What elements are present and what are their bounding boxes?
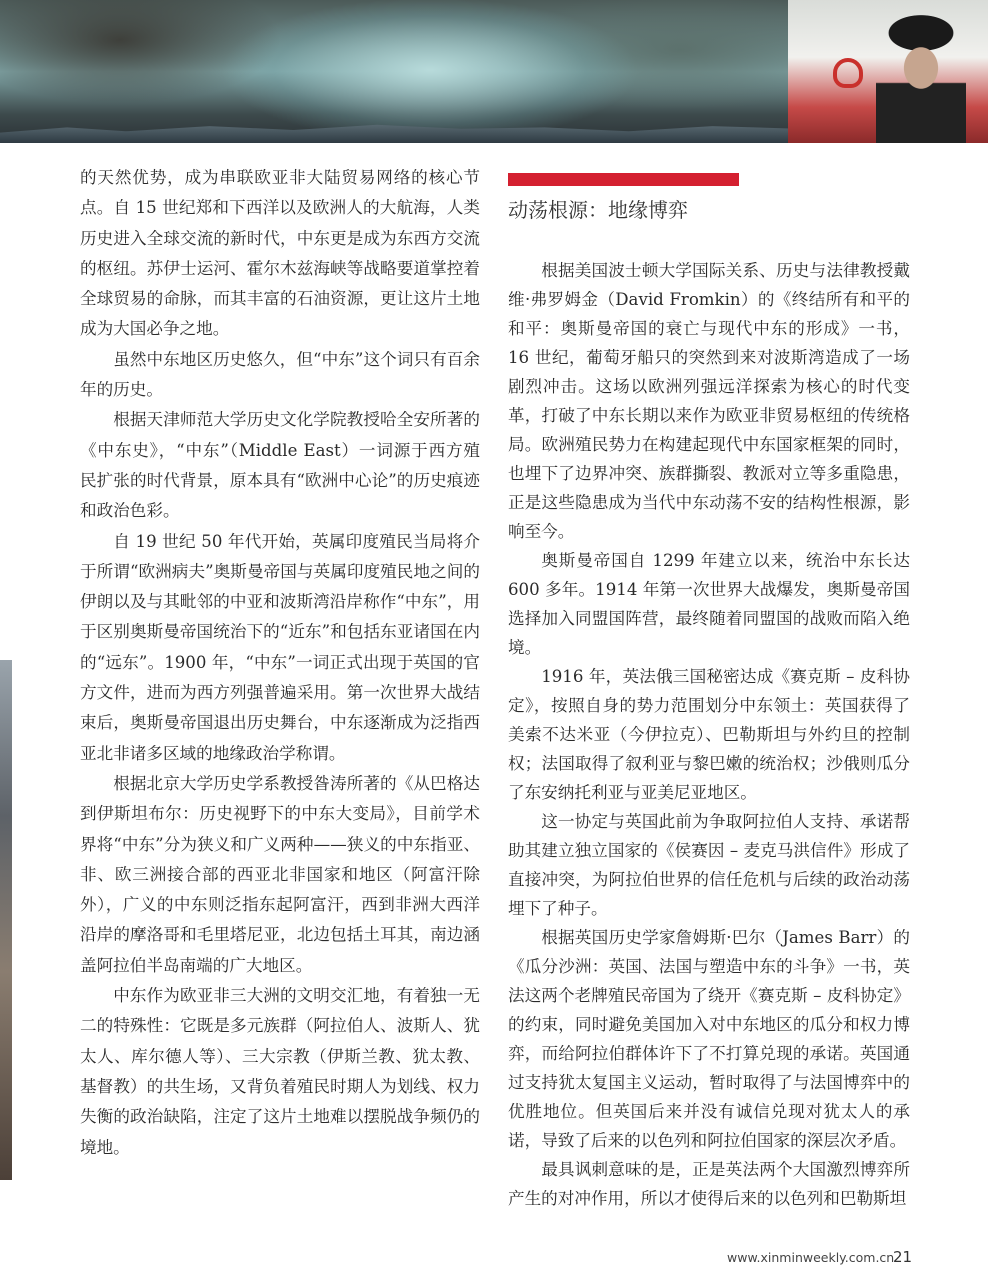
paragraph: 自 19 世纪 50 年代开始，英属印度殖民当局将介于所谓“欧洲病夫”奥斯曼帝国与英属印度殖民地之间的伊朗以及与其毗邻的中亚和波斯湾沿岸称作“中东”，用于区别奥斯曼帝国统治下的“近东”和包括东亚诸国在内的“远东”。1900 年，“中东”一词正式出现于英国的官方文件，进而为西方列强普遍采用。第一次世界大战结束后，奥斯曼帝国退出历史舞台，中东逐渐成为泛指西亚北非诸多区域的地缘政治学称谓。 (80, 531, 480, 763)
paragraph: 最具讽刺意味的是，正是英法两个大国激烈博弈所产生的对冲作用，所以才使得后来的以色列和巴勒斯坦 (508, 1160, 910, 1208)
paragraph: 这一协定与英国此前为争取阿拉伯人支持、承诺帮助其建立独立国家的《侯赛因 – 麦克马洪信件》形成了直接冲突，为阿拉伯世界的信任危机与后续的政治动荡埋下了种子。 (508, 812, 910, 918)
side-photo-strip (0, 660, 12, 1180)
header-photo (0, 0, 988, 143)
left-column (80, 163, 480, 1163)
page-number: 21 (893, 1248, 913, 1266)
paragraph: 根据美国波士顿大学国际关系、历史与法律教授戴维·弗罗姆金（David Fromkin）的《终结所有和平的和平：奥斯曼帝国的衰亡与现代中东的形成》一书，16 世纪，葡萄牙船只的突然到来对波斯湾造成了一场剧烈冲击。这场以欧洲列强远洋探索为核心的时代变革，打破了中东长期以来作为欧亚非贸易枢纽的传统格局。欧洲殖民势力在构建起现代中东国家框架的同时，也埋下了边界冲突、族群撕裂、教派对立等多重隐患，正是这些隐患成为当代中东动荡不安的结构性根源，影响至今。 (508, 261, 910, 541)
paragraph: 1916 年，英法俄三国秘密达成《赛克斯 – 皮科协定》，按照自身的势力范围划分中东领土：英国获得了美索不达米亚（今伊拉克）、巴勒斯坦与外约旦的控制权；法国取得了叙利亚与黎巴嫩的统治权；沙俄则瓜分了东安纳托利亚与亚美尼亚地区。 (508, 667, 910, 802)
city-skyline (0, 117, 838, 143)
paragraph: 根据天津师范大学历史文化学院教授哈全安所著的《中东史》，“中东”（Middle East）一词源于西方殖民扩张的时代背景，原本具有“欧洲中心论”的历史痕迹和政治色彩。 (80, 410, 480, 521)
paragraph: 的天然优势，成为串联欧亚非大陆贸易网络的核心节点。自 15 世纪郑和下西洋以及欧洲人的大航海，人类历史进入全球交流的新时代，中东更是成为东西方交流的枢纽。苏伊士运河、霍尔木兹海峡等战略要道掌控着全球贸易的命脉，而其丰富的石油资源，更让这片土地成为大国必争之地。 (80, 168, 480, 339)
paragraph: 虽然中东地区历史悠久，但“中东”这个词只有百余年的历史。 (80, 349, 480, 400)
paragraph: 根据英国历史学家詹姆斯·巴尔（James Barr）的《瓜分沙洲：英国、法国与塑造中东的斗争》一书，英法这两个老牌殖民帝国为了绕开《赛克斯 – 皮科协定》的约束，同时避免美国加入对中东地区的瓜分和权力博弈，而给阿拉伯群体许下了不打算兑现的承诺。英国通过支持犹太复国主义运动，暂时取得了与法国博弈中的优胜地位。但英国后来并没有诚信兑现对犹太人的承诺，导致了后来的以色列和阿拉伯国家的深层次矛盾。 (508, 928, 910, 1150)
section-heading: 动荡根源：地缘博弈 (508, 198, 688, 222)
section-accent-bar (508, 173, 739, 186)
paragraph: 根据北京大学历史学系教授昝涛所著的《从巴格达到伊斯坦布尔：历史视野下的中东大变局》，目前学术界将“中东”分为狭义和广义两种——狭义的中东指亚、非、欧三洲接合部的西亚北非国家和地区（阿富汗除外），广义的中东则泛指东起阿富汗，西到非洲大西洋沿岸的摩洛哥和毛里塔尼亚，北边包括土耳其，南边涵盖阿拉伯半岛南端的广大地区。 (80, 773, 480, 975)
paragraph: 奥斯曼帝国自 1299 年建立以来，统治中东长达 600 多年。1914 年第一次世界大战爆发，奥斯曼帝国选择加入同盟国阵营，最终随着同盟国的战败而陷入绝境。 (508, 551, 910, 657)
portrait (876, 8, 966, 143)
paragraph: 中东作为欧亚非三大洲的文明交汇地，有着独一无二的特殊性：它既是多元族群（阿拉伯人、波斯人、犹太人、库尔德人等）、三大宗教（伊斯兰教、犹太教、基督教）的共生场，又背负着殖民时期人为划线、权力失衡的政治缺陷，注定了这片土地难以摆脱战争频仍的境地。 (80, 986, 480, 1157)
right-column (508, 256, 910, 1213)
footer-url: www.xinminweekly.com.cn (727, 1250, 895, 1265)
iran-flag-emblem-icon (833, 58, 863, 88)
